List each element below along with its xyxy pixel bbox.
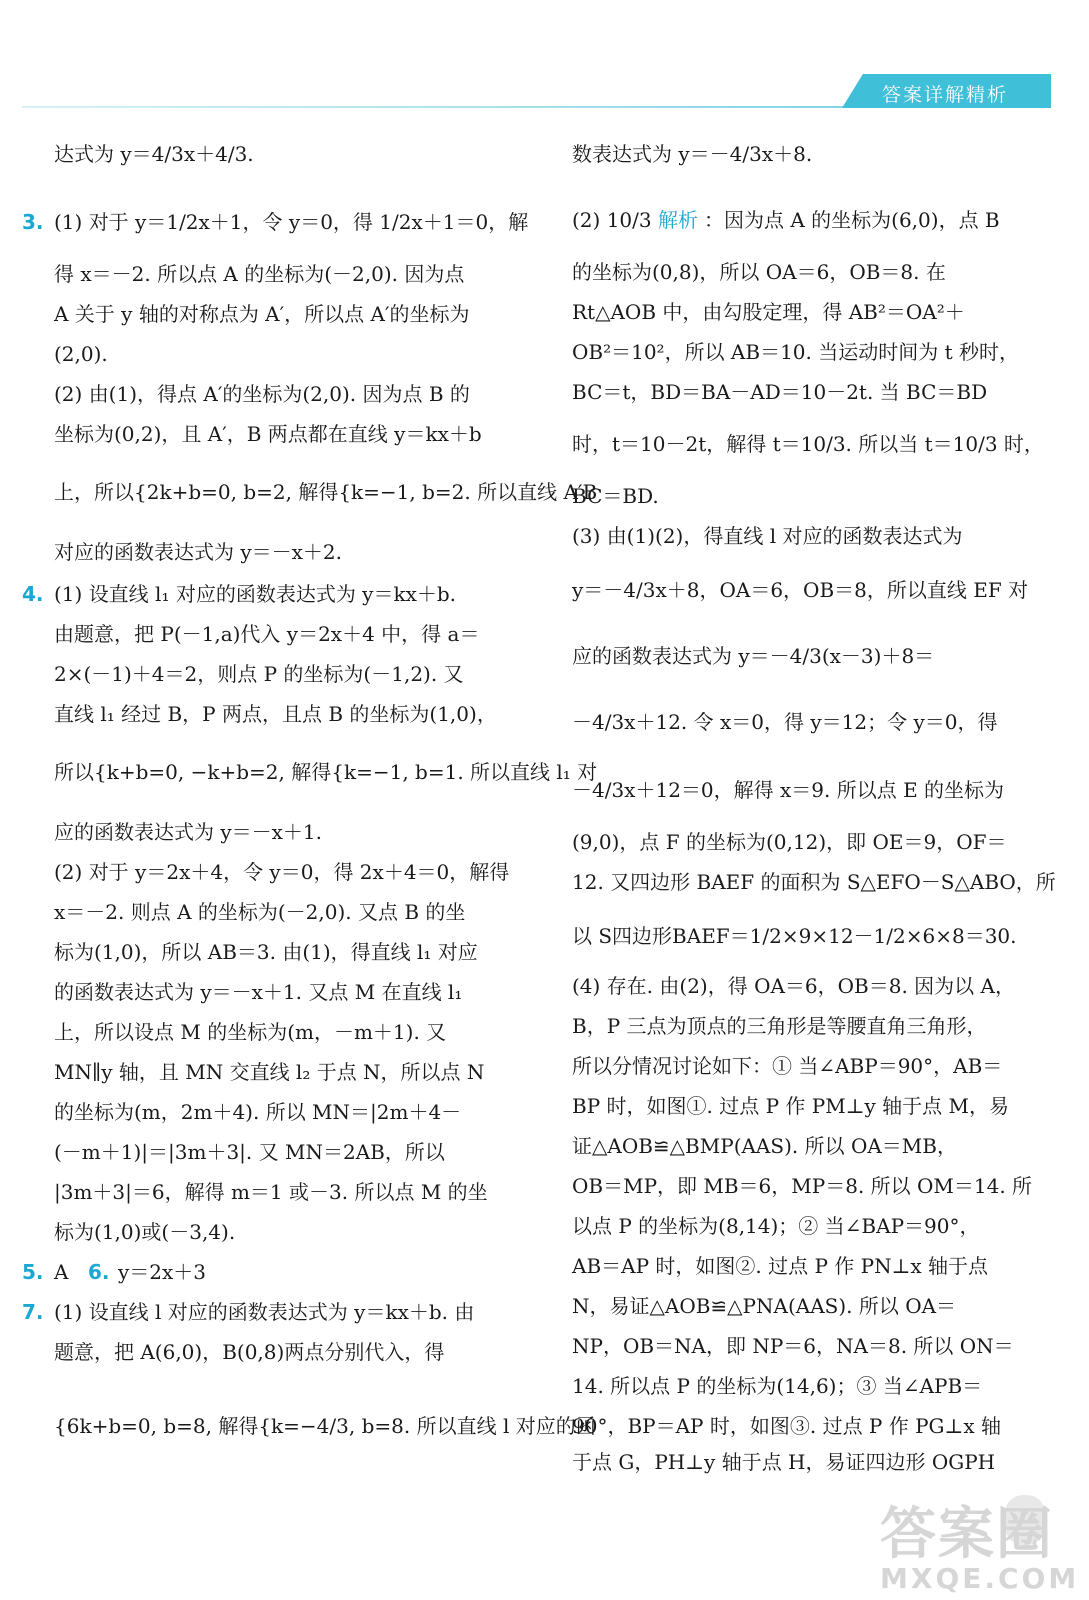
text-line: NP，OB＝NA，即 NP＝6，NA＝8. 所以 ON＝	[572, 1334, 1014, 1358]
text-line: {6k+b=0, b=8, 解得{k=−4/3, b=8. 所以直线 l 对应的函	[54, 1414, 596, 1438]
text-line: y＝－4/3x＋8，OA＝6，OB＝8，所以直线 EF 对	[572, 578, 1029, 602]
text-line: AB＝AP 时，如图②. 过点 P 作 PN⊥x 轴于点	[572, 1254, 989, 1278]
text-line: 时，t＝10－2t，解得 t＝10/3. 所以当 t＝10/3 时，	[572, 432, 1044, 456]
text-line: 的坐标为(0,8)，所以 OA＝6，OB＝8. 在	[572, 260, 946, 284]
header-title: 答案详解精析	[882, 84, 1009, 106]
text-line: (2) 10/3	[572, 208, 652, 232]
text-line: (1) 设直线 l₁ 对应的函数表达式为 y＝kx＋b.	[54, 582, 457, 606]
text-line: 应的函数表达式为 y＝－4/3(x－3)＋8＝	[572, 644, 935, 668]
text-line: A 关于 y 轴的对称点为 A′，所以点 A′的坐标为	[54, 302, 470, 326]
text-line: B，P 三点为顶点的三角形是等腰直角三角形，	[572, 1014, 987, 1038]
watermark-logo	[880, 1490, 1080, 1595]
watermark-text: 答案圈	[880, 1502, 1054, 1567]
text-line: 于点 G，PH⊥y 轴于点 H，易证四边形 OGPH	[572, 1450, 996, 1474]
text-line: 对应的函数表达式为 y＝－x＋2.	[54, 540, 343, 564]
text-line: 2×(－1)＋4＝2，则点 P 的坐标为(－1,2). 又	[54, 662, 464, 686]
text-line: 题意，把 A(6,0)，B(0,8)两点分别代入，得	[54, 1340, 445, 1364]
item-number-4: 4.	[22, 582, 44, 606]
text-line: 直线 l₁ 经过 B，P 两点，且点 B 的坐标为(1,0)，	[54, 702, 497, 726]
header-rule	[22, 106, 882, 108]
text-line: －4/3x＋12＝0，解得 x＝9. 所以点 E 的坐标为	[572, 778, 1005, 802]
text-line: OB²＝10²，所以 AB＝10. 当运动时间为 t 秒时，	[572, 340, 1019, 364]
text-line: Rt△AOB 中，由勾股定理，得 AB²＝OA²＋	[572, 300, 965, 324]
answer-5: A	[54, 1260, 69, 1284]
text-line: (3) 由(1)(2)，得直线 l 对应的函数表达式为	[572, 524, 963, 548]
text-line: 坐标为(0,2)，且 A′，B 两点都在直线 y＝kx＋b	[54, 422, 482, 446]
text-line: 的函数表达式为 y＝－x＋1. 又点 M 在直线 l₁	[54, 980, 463, 1004]
text-line: BC＝t，BD＝BA－AD＝10－2t. 当 BC＝BD	[572, 380, 988, 404]
text-line: 12. 又四边形 BAEF 的面积为 S△EFO－S△ABO，所	[572, 870, 1056, 894]
text-line: BP 时，如图①. 过点 P 作 PM⊥y 轴于点 M，易	[572, 1094, 1009, 1118]
text-line: N，易证△AOB≌△PNA(AAS). 所以 OA＝	[572, 1294, 957, 1318]
text-line: 上，所以设点 M 的坐标为(m，－m＋1). 又	[54, 1020, 447, 1044]
text-line: (9,0)，点 F 的坐标为(0,12)，即 OE＝9，OF＝	[572, 830, 1007, 854]
text-line: 所以分情况讨论如下：① 当∠ABP＝90°，AB＝	[572, 1054, 1003, 1078]
text-line: 标为(1,0)或(－3,4).	[54, 1220, 236, 1244]
text-line: (1) 对于 y＝1/2x＋1，令 y＝0，得 1/2x＋1＝0，解	[54, 210, 529, 234]
text-line: 以 S四边形BAEF＝1/2×9×12－1/2×6×8＝30.	[572, 924, 1017, 948]
text-line: (2) 对于 y＝2x＋4，令 y＝0，得 2x＋4＝0，解得	[54, 860, 510, 884]
text-line: 数表达式为 y＝－4/3x＋8.	[572, 142, 813, 166]
text-line: (－m＋1)|＝|3m＋3|. 又 MN＝2AB，所以	[54, 1140, 445, 1164]
text-line: －4/3x＋12. 令 x＝0，得 y＝12；令 y＝0，得	[572, 710, 998, 734]
watermark-url: MXQE.COM	[880, 1562, 1080, 1595]
text-line: 90°，BP＝AP 时，如图③. 过点 P 作 PG⊥x 轴	[572, 1414, 1001, 1438]
item-number-6: 6.	[88, 1260, 110, 1284]
analysis-label: 解析	[658, 208, 698, 232]
text-line: 得 x＝－2. 所以点 A 的坐标为(－2,0). 因为点	[54, 262, 465, 286]
text-line: (1) 设直线 l 对应的函数表达式为 y＝kx＋b. 由	[54, 1300, 475, 1324]
text-line: OB＝MP，即 MB＝6，MP＝8. 所以 OM＝14. 所	[572, 1174, 1033, 1198]
text-line: 证△AOB≌△BMP(AAS). 所以 OA＝MB，	[572, 1134, 957, 1158]
text-line: 标为(1,0)，所以 AB＝3. 由(1)，得直线 l₁ 对应	[54, 940, 478, 964]
text-line: 应的函数表达式为 y＝－x＋1.	[54, 820, 323, 844]
answer-6: y＝2x＋3	[118, 1260, 207, 1284]
text-line: 所以{k+b=0, −k+b=2, 解得{k=−1, b=1. 所以直线 l₁ 对	[54, 760, 598, 784]
text-line: ：因为点 A 的坐标为(6,0)，点 B	[704, 208, 1000, 232]
item-number-7: 7.	[22, 1300, 44, 1324]
text-line: 的坐标为(m，2m＋4). 所以 MN＝|2m＋4－	[54, 1100, 462, 1124]
text-line: x＝－2. 则点 A 的坐标为(－2,0). 又点 B 的坐	[54, 900, 466, 924]
item-number-3: 3.	[22, 210, 44, 234]
text-line: (2,0).	[54, 342, 108, 366]
text-line: (2) 由(1)，得点 A′的坐标为(2,0). 因为点 B 的	[54, 382, 470, 406]
item-number-5: 5.	[22, 1260, 44, 1284]
text-line: |3m＋3|＝6，解得 m＝1 或－3. 所以点 M 的坐	[54, 1180, 488, 1204]
text-line: 达式为 y＝4/3x＋4/3.	[54, 142, 254, 166]
text-line: 上，所以{2k+b=0, b=2, 解得{k=−1, b=2. 所以直线 A′B	[54, 480, 598, 504]
text-line: 14. 所以点 P 的坐标为(14,6)；③ 当∠APB＝	[572, 1374, 983, 1398]
text-line: (4) 存在. 由(2)，得 OA＝6，OB＝8. 因为以 A，	[572, 974, 1015, 998]
text-line: MN∥y 轴，且 MN 交直线 l₂ 于点 N，所以点 N	[54, 1060, 485, 1084]
text-line: BC＝BD.	[572, 484, 659, 508]
text-line: 由题意，把 P(－1,a)代入 y＝2x＋4 中，得 a＝	[54, 622, 480, 646]
text-line: 以点 P 的坐标为(8,14)；② 当∠BAP＝90°，	[572, 1214, 980, 1238]
